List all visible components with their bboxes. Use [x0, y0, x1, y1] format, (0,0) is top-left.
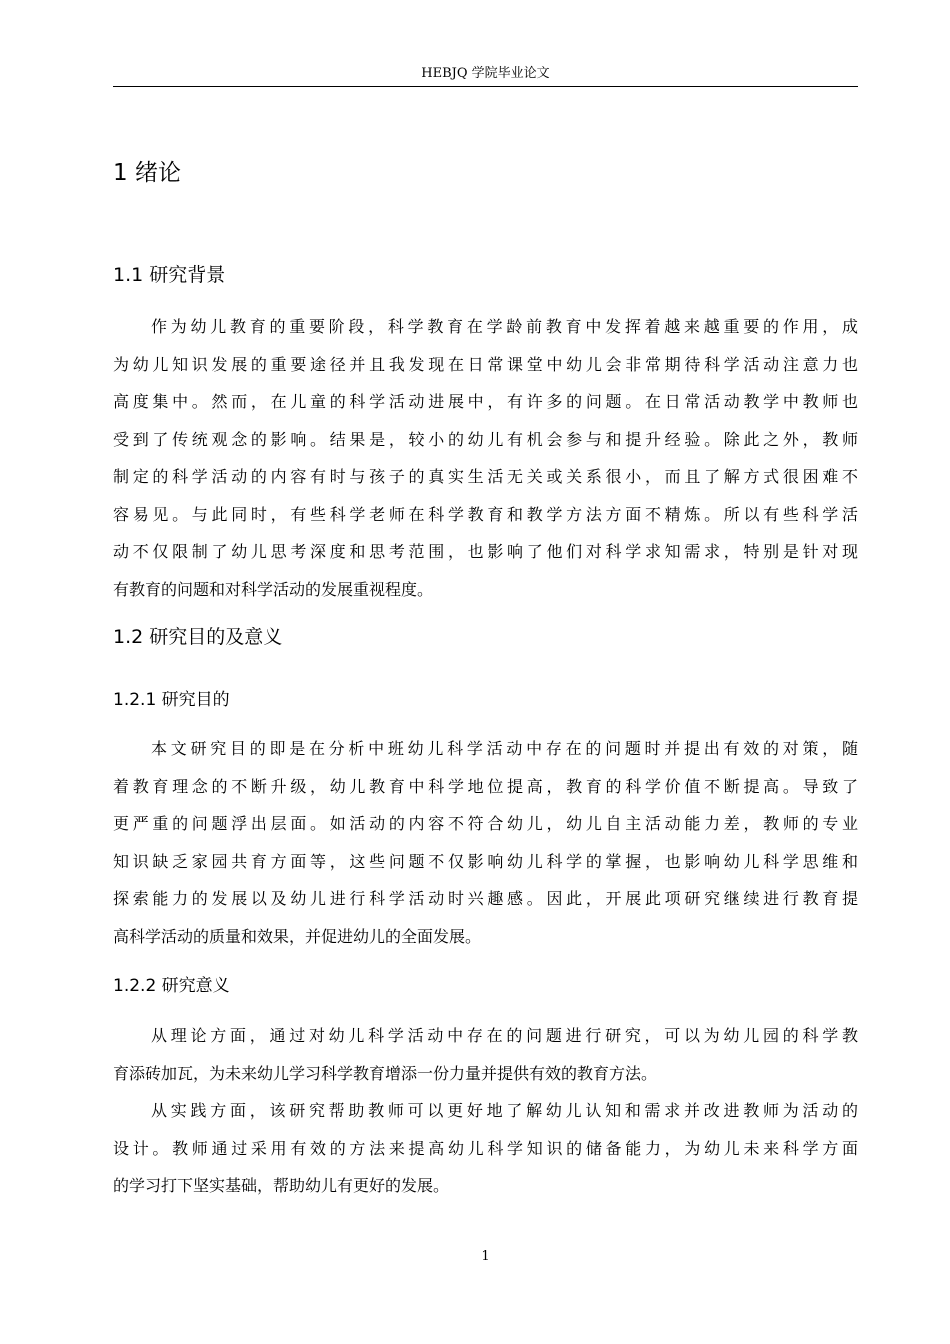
- text-line: 高科学活动的质量和效果，并促进幼儿的全面发展。: [113, 926, 482, 946]
- section-title-1-1: 1.1 研究背景: [113, 264, 226, 286]
- chapter-title: 1 绪论: [113, 160, 181, 186]
- section-title-1-2: 1.2 研究目的及意义: [113, 626, 283, 648]
- text-line: 有教育的问题和对科学活动的发展重视程度。: [113, 579, 434, 599]
- text-line: 的学习打下坚实基础，帮助幼儿有更好的发展。: [113, 1176, 450, 1195]
- paragraph-significance-theory: [113, 1017, 858, 1092]
- text-line: 本文研究目的即是在分析中班幼儿科学活动中存在的问题时并提出有效的对策，随: [151, 739, 858, 758]
- text-line: 从实践方面，该研究帮助教师可以更好地了解幼儿认知和需求并改进教师为活动的: [151, 1101, 858, 1120]
- text-line: 为幼儿知识发展的重要途径并且我发现在日常课堂中幼儿会非常期待科学活动注意力也: [113, 354, 858, 374]
- text-line: 动不仅限制了幼儿思考深度和思考范围，也影响了他们对科学求知需求，特别是针对现: [113, 542, 858, 561]
- text-line: 受到了传统观念的影响。结果是，较小的幼儿有机会参与和提升经验。除此之外，教师: [113, 429, 858, 449]
- text-line: 设计。教师通过采用有效的方法来提高幼儿科学知识的储备能力，为幼儿未来科学方面: [113, 1138, 858, 1158]
- text-line: 育添砖加瓦，为未来幼儿学习科学教育增添一份力量并提供有效的教育方法。: [113, 1063, 658, 1083]
- text-line: 探索能力的发展以及幼儿进行科学活动时兴趣感。因此，开展此项研究继续进行教育提: [113, 889, 858, 908]
- paragraph-background: [113, 308, 858, 608]
- text-line: 作为幼儿教育的重要阶段，科学教育在学龄前教育中发挥着越来越重要的作用，成: [151, 317, 858, 336]
- text-line: 知识缺乏家园共育方面等，这些问题不仅影响幼儿科学的掌握，也影响幼儿科学思维和: [113, 851, 858, 871]
- text-line: 更严重的问题浮出层面。如活动的内容不符合幼儿，幼儿自主活动能力差，教师的专业: [113, 814, 858, 833]
- text-line: 制定的科学活动的内容有时与孩子的真实生活无关或关系很小，而且了解方式很困难不: [113, 467, 858, 486]
- paragraph-purpose: [113, 730, 858, 955]
- text-line: 容易见。与此同时，有些科学老师在科学教育和教学方法方面不精炼。所以有些科学活: [113, 504, 858, 524]
- section-title-1-2-1: 1.2.1 研究目的: [113, 690, 230, 710]
- section-title-1-2-2: 1.2.2 研究意义: [113, 976, 230, 996]
- page-number: 1: [481, 1249, 490, 1264]
- text-line: 高度集中。然而，在儿童的科学活动进展中，有许多的问题。在日常活动教学中教师也: [113, 392, 858, 411]
- paragraph-significance-practice: [113, 1092, 858, 1205]
- page-header: HEBJQ 学院毕业论文: [113, 64, 858, 87]
- text-line: 从理论方面，通过对幼儿科学活动中存在的问题进行研究，可以为幼儿园的科学教: [151, 1026, 858, 1045]
- text-line: 着教育理念的不断升级，幼儿教育中科学地位提高，教育的科学价值不断提高。导致了: [113, 776, 858, 796]
